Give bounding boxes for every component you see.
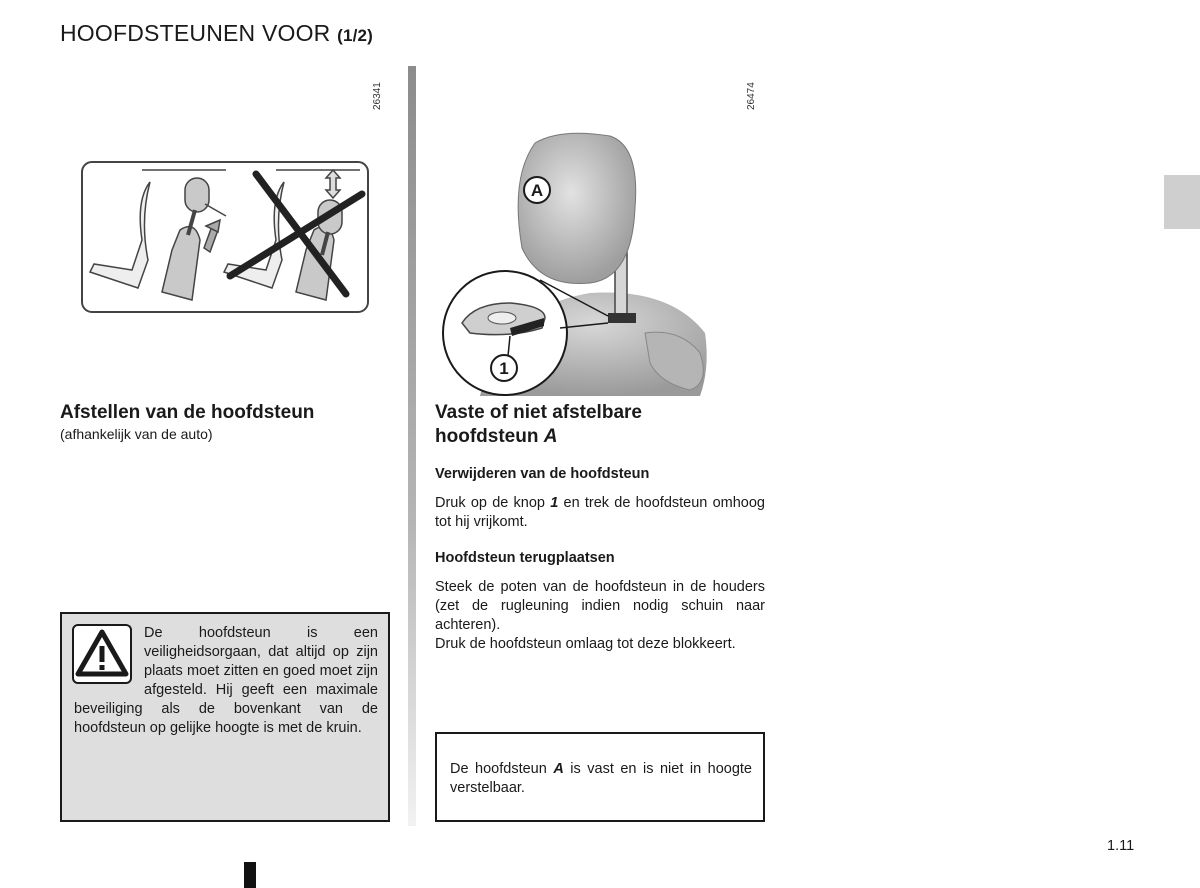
- heading-line1: Vaste of niet afstelbare: [435, 402, 642, 423]
- fixed-headrest-heading: [435, 401, 642, 449]
- button-ref: 1: [550, 495, 559, 511]
- note-box: [435, 732, 765, 822]
- page-title-part: (1/2): [337, 26, 374, 45]
- remove-text-a: Druk op de knop: [435, 495, 551, 511]
- remove-text-b: en trek de hoofdsteun omhoog tot hij vrijkomt.: [435, 495, 765, 530]
- chapter-side-tab: [1164, 175, 1200, 229]
- fixed-headrest-illustration: [440, 128, 720, 398]
- remove-heading: Verwijderen van de hoofdsteun: [435, 466, 650, 482]
- remove-text: [435, 494, 765, 532]
- page-number: 1.11: [1107, 838, 1135, 854]
- note-text: [450, 760, 752, 798]
- label-one: 1: [499, 359, 509, 378]
- adjustment-heading: Afstellen van de hoofdsteun: [60, 402, 315, 423]
- note-ref-a: A: [553, 761, 564, 777]
- replace-heading: Hoofdsteun terugplaatsen: [435, 550, 615, 566]
- headrest-adjustment-illustration: [80, 160, 370, 314]
- heading-line2: hoofdsteun: [435, 426, 544, 447]
- page-title-text: HOOFDSTEUNEN VOOR: [60, 20, 331, 46]
- warning-text-block: [74, 624, 378, 738]
- note-text-b: is vast en is niet in hoogte verstelbaar.: [450, 761, 752, 796]
- replace-paragraph-2: Druk de hoofdsteun omlaag tot deze blokkeert.: [435, 636, 736, 652]
- warning-box: [60, 612, 390, 822]
- figure-number-left: 26341: [372, 82, 383, 110]
- column-divider: [408, 66, 416, 826]
- warning-text: De hoofdsteun is een veiligheidsorgaan, dat altijd op zijn plaats moet zitten en goed moet zijn afgesteld. Hij geeft een maximale beveiliging als de bovenkant van de hoofdsteun op gelijke hoogte is met de kruin.: [74, 625, 378, 736]
- headrest-cushion: [518, 133, 636, 283]
- figure-number-right: 26474: [746, 82, 757, 110]
- heading-ref-a: A: [543, 426, 558, 447]
- bottom-crop-mark: [244, 862, 256, 888]
- label-a: A: [530, 181, 544, 200]
- replace-paragraph-1: Steek de poten van de hoofdsteun in de houders (zet de rugleuning indien nodig schuin naar achteren).: [435, 579, 765, 633]
- adjustment-subheading: (afhankelijk van de auto): [60, 426, 213, 442]
- page-title: [60, 20, 373, 47]
- note-text-a: De hoofdsteun: [450, 761, 554, 777]
